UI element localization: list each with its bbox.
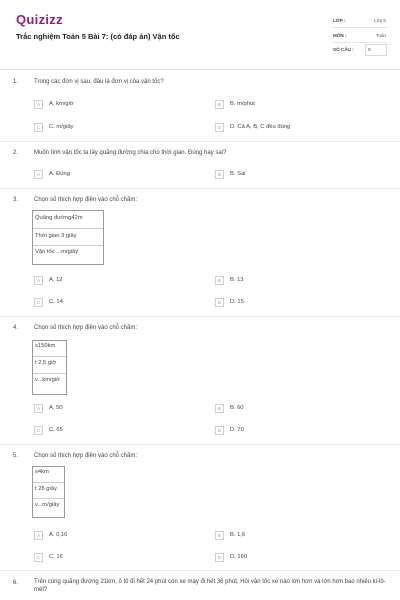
question-divider <box>0 188 400 189</box>
data-table <box>32 466 65 518</box>
option-letter-box: A <box>34 170 43 179</box>
option-b[interactable] <box>215 530 245 540</box>
quizizz-logo: Quizizz <box>16 12 63 27</box>
option-letter-box: A <box>34 404 43 413</box>
question-number: 6. <box>13 580 19 586</box>
option-c[interactable] <box>34 122 73 132</box>
option-letter-box: A <box>34 276 43 285</box>
grade-label: LỚP : <box>333 18 346 23</box>
question-text: Chọn số thích hợp điền vào chỗ chấm: <box>34 197 137 203</box>
option-a[interactable] <box>34 403 63 413</box>
option-c[interactable] <box>34 425 63 435</box>
option-text: A. km/giờ <box>49 101 74 107</box>
option-c[interactable] <box>34 297 63 307</box>
table-row: Vận tốc ...m/giây <box>35 249 79 255</box>
question-divider <box>0 141 400 142</box>
option-a[interactable] <box>34 275 63 285</box>
option-text: B. Sai <box>230 171 246 177</box>
option-letter-box: B <box>215 531 224 540</box>
table-row-divider <box>33 245 103 246</box>
option-text: B. 13 <box>230 277 244 283</box>
option-letter-box: B <box>215 170 224 179</box>
table-row: s4km <box>35 469 49 475</box>
option-letter-box: C <box>34 553 43 562</box>
table-row: v...m/giây <box>35 502 60 508</box>
question-text: Trong các đơn vị sau, đâu là đơn vị của vận tốc? <box>34 79 164 85</box>
option-letter-box: C <box>34 298 43 307</box>
option-letter-box: B <box>215 276 224 285</box>
option-text: C. 65 <box>49 427 63 433</box>
question-number: 5. <box>13 453 19 459</box>
table-row: t 2,5 giờ <box>35 360 57 366</box>
question-number: 4. <box>13 325 19 331</box>
option-letter-box: C <box>34 123 43 132</box>
option-text: A. Đúng <box>49 171 70 177</box>
question-divider <box>0 444 400 445</box>
option-text: B. 60 <box>230 405 244 411</box>
question-count-value: 9 <box>368 47 371 52</box>
option-letter-box: D <box>215 298 224 307</box>
worksheet-header <box>0 0 400 70</box>
option-a[interactable] <box>34 169 70 179</box>
question-number: 3. <box>13 197 19 203</box>
subject-label: MÔN : <box>333 33 347 38</box>
option-letter-box: B <box>215 404 224 413</box>
worksheet-title: Trắc nghiệm Toán 5 Bài 7: (có đáp án) Vận tốc <box>16 32 180 41</box>
question-text: Chọn số thích hợp điền vào chỗ chấm: <box>34 325 137 331</box>
option-text: D. Cả A, B, C đều đúng <box>230 124 291 130</box>
option-a[interactable] <box>34 99 74 109</box>
option-letter-box: D <box>215 426 224 435</box>
option-a[interactable] <box>34 530 67 540</box>
option-text: B. 1,6 <box>230 532 246 538</box>
table-row: s150km <box>35 343 56 349</box>
question-text: Muốn tính vận tốc ta lấy quãng đường chia cho thời gian. Đúng hay sai? <box>34 150 227 156</box>
option-text: D. 160 <box>230 554 248 560</box>
option-text: B. m/phút <box>230 101 255 107</box>
grade-value: Lớp 5 <box>374 18 386 23</box>
option-text: D. 15 <box>230 299 244 305</box>
table-row: t 25 giây <box>35 486 57 492</box>
option-letter-box: A <box>34 100 43 109</box>
data-table <box>32 210 104 265</box>
option-text: C. m/giây <box>49 124 74 130</box>
question-number: 1. <box>13 79 19 85</box>
option-d[interactable] <box>215 122 290 132</box>
option-letter-box: B <box>215 100 224 109</box>
option-b[interactable] <box>215 169 245 179</box>
question-text: Chọn số thích hợp điền vào chỗ chấm: <box>34 453 137 459</box>
option-letter-box: C <box>34 426 43 435</box>
option-b[interactable] <box>215 403 244 413</box>
option-text: A. 0,16 <box>49 532 68 538</box>
table-row: Quãng đường42m <box>35 215 83 221</box>
option-text: A. 50 <box>49 405 63 411</box>
data-table <box>32 340 67 395</box>
table-row: Thời gian 3 giây <box>35 233 77 239</box>
option-text: C. 14 <box>49 299 63 305</box>
table-row: v...km/giờ <box>35 377 60 383</box>
table-row-divider <box>33 498 64 499</box>
option-b[interactable] <box>215 275 244 285</box>
meta-divider <box>333 42 388 43</box>
table-row-divider <box>33 482 64 483</box>
option-text: A. 12 <box>49 277 63 283</box>
subject-value: Toán <box>376 33 386 38</box>
table-row-divider <box>33 356 66 357</box>
option-text: D. 70 <box>230 427 244 433</box>
option-text: C. 16 <box>49 554 63 560</box>
option-b[interactable] <box>215 99 255 109</box>
option-letter-box: D <box>215 123 224 132</box>
question-divider <box>0 570 400 571</box>
option-c[interactable] <box>34 552 63 562</box>
question-divider <box>0 316 400 317</box>
meta-divider <box>333 27 388 28</box>
option-letter-box: A <box>34 531 43 540</box>
question-count-label: SỐ CÂU : <box>333 47 354 52</box>
option-letter-box: D <box>215 553 224 562</box>
option-d[interactable] <box>215 552 247 562</box>
table-row-divider <box>33 228 103 229</box>
question-number: 2. <box>13 150 19 156</box>
option-d[interactable] <box>215 297 244 307</box>
table-row-divider <box>33 373 66 374</box>
question-text: Trên cùng quãng đường 21km, ô tô đi hết 24 phút còn xe máy đi hết 36 phút. Hỏi vận tốc xe nào lớn hơn và lớn hơn bao nhiêu ki-lô-mét? <box>34 579 386 593</box>
option-d[interactable] <box>215 425 244 435</box>
